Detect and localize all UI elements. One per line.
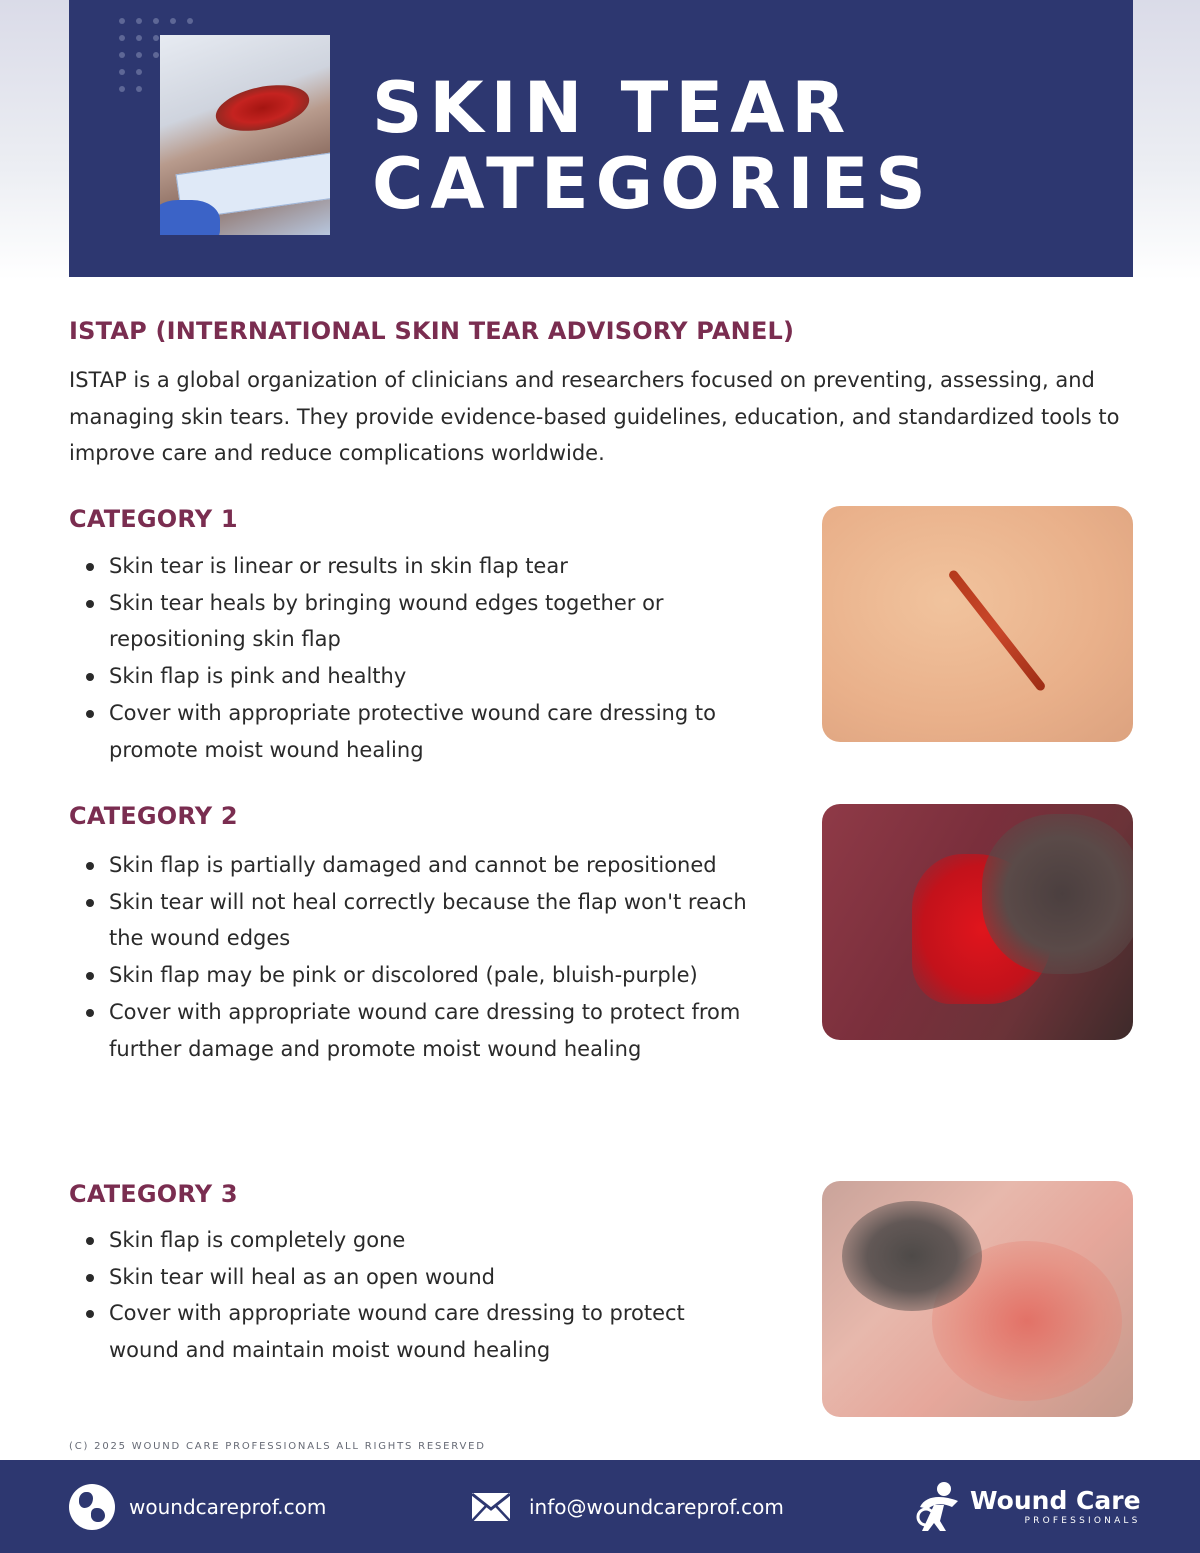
istap-paragraph: ISTAP is a global organization of clinicians and researchers focused on preventing, assessing, and managing skin tears. They provide evidence-based guidelines, education, and standardized tools to improve care and reduce complications worldwide. [69,368,1120,465]
istap-heading: ISTAP (INTERNATIONAL SKIN TEAR ADVISORY PANEL) [69,317,795,345]
brand-logo [916,1478,1141,1536]
email-link[interactable] [471,1460,784,1553]
title-line-1: SKIN TEAR [372,67,853,149]
list-item: Cover with appropriate wound care dressing to protect from further damage and promote moist wound healing [109,994,777,1067]
title-line-2: CATEGORIES [372,143,933,225]
header-wound-photo [160,35,330,235]
website-text[interactable]: woundcareprof.com [129,1494,327,1519]
category-1-heading: CATEGORY 1 [69,505,238,533]
page-title [372,67,933,225]
category-2-photo [822,804,1133,1040]
list-item: Skin tear heals by bringing wound edges together or repositioning skin flap [109,585,749,658]
website-link[interactable] [69,1460,326,1553]
category-2-heading: CATEGORY 2 [69,802,238,830]
globe-icon [69,1484,115,1530]
category-3-photo [822,1181,1133,1417]
list-item: Cover with appropriate wound care dressing to protect wound and maintain moist wound healing [109,1295,749,1368]
logo-subtitle: PROFESSIONALS [1024,1516,1141,1526]
footer-bar [0,1460,1200,1553]
list-item: Skin flap may be pink or discolored (pale, bluish-purple) [109,957,777,994]
list-item: Cover with appropriate protective wound care dressing to promote moist wound healing [109,695,749,768]
list-item: Skin tear will not heal correctly because the flap won't reach the wound edges [109,884,777,957]
category-2-list [109,847,777,1067]
email-text[interactable]: info@woundcareprof.com [529,1494,784,1519]
category-3-list [109,1222,749,1369]
logo-name: Wound Care [970,1486,1141,1515]
category-1-photo [822,506,1133,742]
logo-icon [916,1481,962,1533]
header-banner [69,0,1133,277]
list-item: Skin tear is linear or results in skin flap tear [109,548,749,585]
category-1-list [109,548,749,768]
copyright-notice: (C) 2025 WOUND CARE PROFESSIONALS ALL RIGHTS RESERVED [69,1441,486,1452]
list-item: Skin tear will heal as an open wound [109,1259,749,1296]
list-item: Skin flap is pink and healthy [109,658,749,695]
list-item: Skin flap is partially damaged and cannot be repositioned [109,847,777,884]
category-3-heading: CATEGORY 3 [69,1180,238,1208]
mail-icon [471,1492,511,1522]
list-item: Skin flap is completely gone [109,1222,749,1259]
